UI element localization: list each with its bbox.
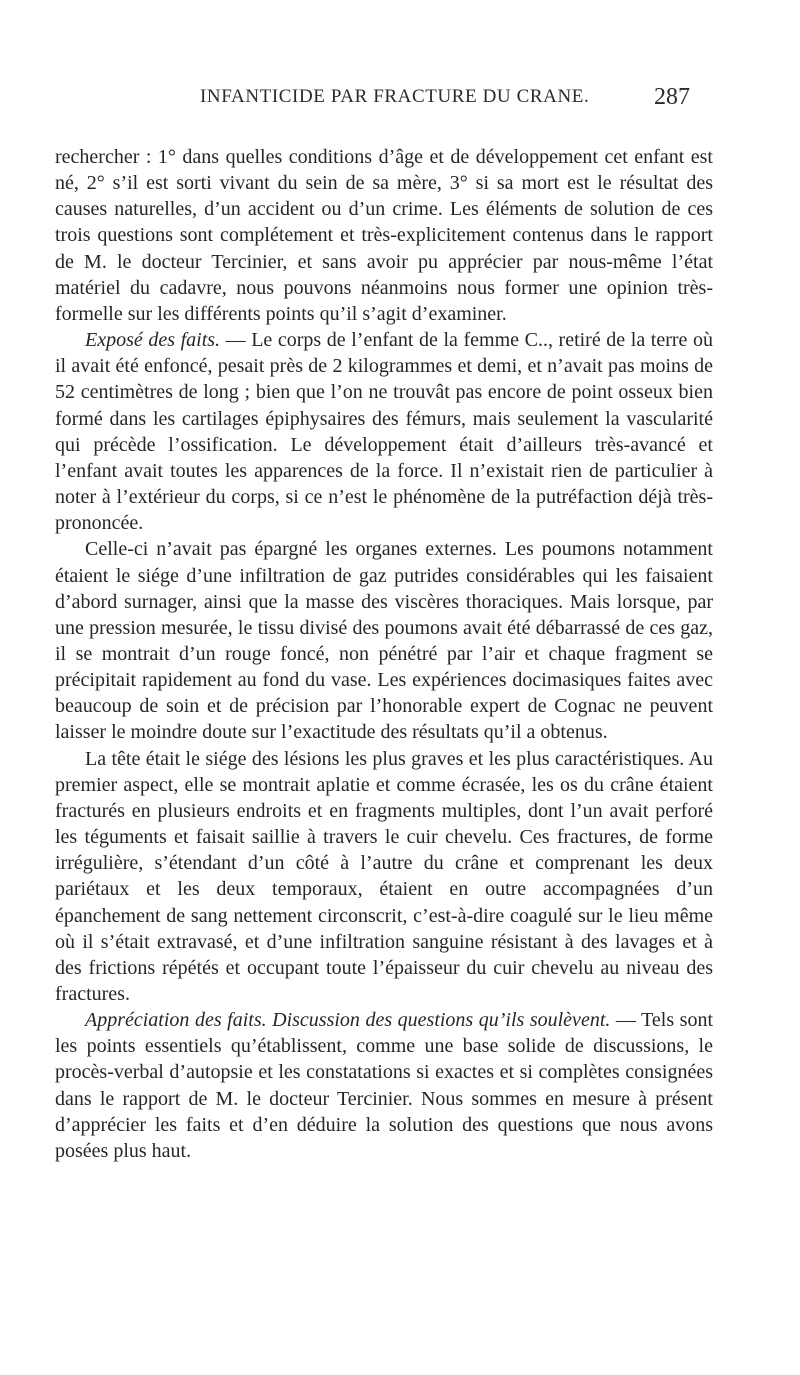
section-heading: Appréciation des faits. Discussion des questions qu’ils soulèvent. <box>85 1009 611 1032</box>
paragraph <box>55 144 713 327</box>
running-title: INFANTICIDE PAR FRACTURE DU CRANE. <box>200 86 590 107</box>
paragraph <box>55 746 713 1008</box>
section-heading: Exposé des faits. <box>85 329 221 352</box>
paragraph-text: Celle-ci n’avait pas épargné les organes externes. Les poumons notamment étaient le siége d’une infiltration de gaz putrides considérables qui les faisaient d’abord surnager, ainsi que la masse des viscères thoraciques. Mais lorsque, par une pression mesurée, le tissu divisé des poumons avait été débarrassé de ces gaz, il se montrait d’un rouge foncé, non pénétré par l’air et chaque fragment se précipitait rapidement au fond du vase. Les expériences docimasiques faites avec beaucoup de soin et de précision par l’honorable expert de Cognac ne peuvent laisser le moindre doute sur l’exactitude des résultats qu’il a obtenus. <box>55 538 713 744</box>
paragraph-text: — Le corps de l’enfant de la femme C.., retiré de la terre où il avait été enfoncé, pesait près de 2 kilogrammes et demi, et n’avait pas moins de 52 centimètres de long ; bien que l’on ne trouvât pas encore de point osseux bien formé dans les cartilages épiphysaires des fémurs, mais seulement la vascularité qui précède l’ossification. Le développement était d’ailleurs très-avancé et l’enfant avait toutes les apparences de la force. Il n’existait rien de particulier à noter à l’extérieur du corps, si ce n’est le phénomène de la putréfaction déjà très-prononcée. <box>55 329 713 535</box>
paragraph-text: rechercher : 1° dans quelles conditions d’âge et de développement cet enfant est né, 2° s’il est sorti vivant du sein de sa mère, 3° si sa mort est le résultat des causes naturelles, d’un accident ou d’un crime. Les éléments de solution de ces trois questions sont complétement et très-explicitement contenus dans le rapport de M. le docteur Tercinier, et sans avoir pu apprécier par nous-même l’état matériel du cadavre, nous pouvons néanmoins nous former une opinion très-formelle sur les différents points qu’il s’agit d’examiner. <box>55 146 713 325</box>
body-text <box>55 144 713 1164</box>
paragraph <box>55 1007 713 1164</box>
paragraph <box>55 536 713 745</box>
paragraph-text: — Tels sont les points essentiels qu’établissent, comme une base solide de discussions, le procès-verbal d’autopsie et les constatations si exactes et si complètes consignées dans le rapport de M. le docteur Tercinier. Nous sommes en mesure à présent d’apprécier les faits et d’en déduire la solution des questions que nous avons posées plus haut. <box>55 1009 713 1162</box>
paragraph-text: La tête était le siége des lésions les plus graves et les plus caractéristiques. Au premier aspect, elle se montrait aplatie et comme écrasée, les os du crâne étaient fracturés en plusieurs endroits et en fragments multiples, dont l’un avait perforé les téguments et faisait saillie à travers le cuir chevelu. Ces fractures, de forme irrégulière, s’étendant d’un côté à l’autre du crâne et comprenant les deux pariétaux et les deux temporaux, étaient en outre accompagnées d’un épanchement de sang nettement circonscrit, c’est-à-dire coagulé sur le lieu même où il s’était extravasé, et d’une infiltration sanguine résistant à des lavages et à des frictions répétés et occupant toute l’épaisseur du cuir chevelu au niveau des fractures. <box>55 747 713 1005</box>
page-header <box>0 86 800 126</box>
paragraph <box>55 327 713 536</box>
page-number: 287 <box>654 84 690 110</box>
